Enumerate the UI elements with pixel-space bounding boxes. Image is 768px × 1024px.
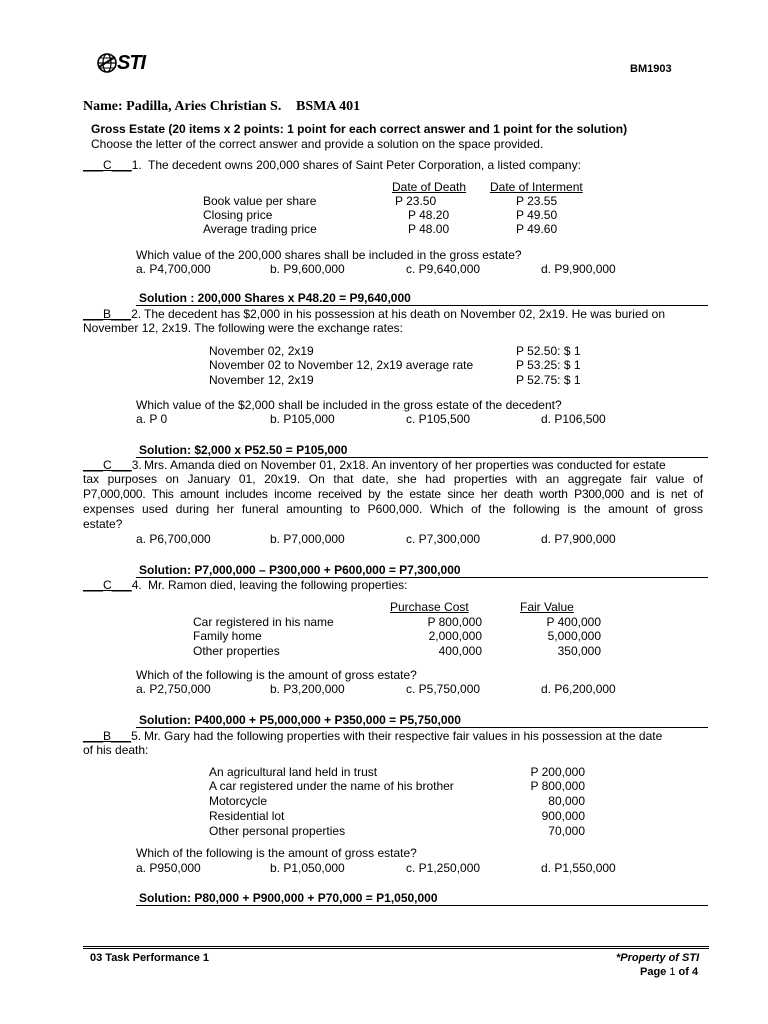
row-label: A car registered under the name of his brother [209,779,454,793]
footer-rule [83,946,709,947]
row-label: Motorcycle [209,794,268,808]
question-text-line: The decedent has $2,000 in his possession at his death on November 02, 2x19. He was buried on [144,307,665,321]
row-label: An agricultural land held in trust [209,765,378,779]
answer-blank[interactable]: ___C___1. [83,158,142,172]
row-label: Average trading price [203,222,317,236]
solution-line [136,305,708,306]
question-text-line: expenses used during her funeral amounting to P600,000. Which of the following is the amount of gross [83,502,703,516]
row-value: 350,000 [557,644,601,658]
question-text-line: November 12, 2x19. The following were the exchange rates: [83,321,403,335]
row-value: P 23.55 [516,194,558,208]
choice-c: c. P7,300,000 [406,532,481,546]
section-instruction: Choose the letter of the correct answer and provide a solution on the space provided. [91,137,544,151]
choice-b: b. P3,200,000 [270,682,345,696]
choice-d: d. P6,200,000 [541,682,616,696]
solution-text[interactable]: Solution: P80,000 + P900,000 + P70,000 = P1,050,000 [139,891,438,905]
question-prompt: Which of the following is the amount of gross estate? [136,668,417,682]
row-label: Book value per share [203,194,317,208]
footer-page: Page 1 of 4 [640,966,699,978]
solution-line [136,905,708,906]
row-label: Car registered in his name [193,615,334,629]
row-value: P 48.20 [408,208,450,222]
row-value: 80,000 [548,794,585,808]
row-label: November 02, 2x19 [209,344,314,358]
row-value: P 52.50: $ 1 [516,344,581,358]
choice-d: d. P106,500 [541,412,606,426]
solution-text[interactable]: Solution: P400,000 + P5,000,000 + P350,000 = P5,750,000 [139,713,461,727]
row-value: P 800,000 [427,615,482,629]
column-header: Date of Interment [490,180,583,194]
student-section: BSMA 401 [296,99,361,114]
question-text: Mr. Ramon died, leaving the following properties: [148,578,408,592]
student-name: Name: Padilla, Aries Christian S. [83,99,282,114]
choice-d: d. P1,550,000 [541,861,616,875]
row-label: November 02 to November 12, 2x19 average rate [209,358,474,372]
footer-left: 03 Task Performance 1 [90,952,210,964]
choice-a: a. P950,000 [136,861,201,875]
choice-c: c. P105,500 [406,412,471,426]
question-text-line: Mr. Gary had the following properties with their respective fair values in his possession at the date [144,729,663,743]
row-value: 70,000 [548,824,585,838]
row-label: Other personal properties [209,824,346,838]
question-text: The decedent owns 200,000 shares of Saint Peter Corporation, a listed company: [148,158,581,172]
answer-blank[interactable]: ___B___5. [83,729,142,743]
column-header: Purchase Cost [390,600,469,614]
solution-text[interactable]: Solution: $2,000 x P52.50 = P105,000 [139,443,348,457]
question-text-line: estate? [83,517,123,531]
row-value: 400,000 [438,644,482,658]
choice-d: d. P7,900,000 [541,532,616,546]
choice-c: c. P9,640,000 [406,262,481,276]
solution-text[interactable]: Solution: P7,000,000 – P300,000 + P600,000 = P7,300,000 [139,563,461,577]
question-prompt: Which value of the 200,000 shares shall be included in the gross estate? [136,248,522,262]
question-text-line: tax purposes on January 01, 20x19. On that date, she had properties with an aggregate fair value of [83,472,703,486]
choice-b: b. P1,050,000 [270,861,345,875]
choice-a: a. P6,700,000 [136,532,211,546]
row-label: November 12, 2x19 [209,373,314,387]
choice-b: b. P9,600,000 [270,262,345,276]
choice-a: a. P4,700,000 [136,262,211,276]
footer-property: *Property of STI [616,952,700,964]
choice-b: b. P105,000 [270,412,335,426]
question-prompt: Which value of the $2,000 shall be included in the gross estate of the decedent? [136,398,562,412]
choice-a: a. P2,750,000 [136,682,211,696]
question-text-line: of his death: [83,743,149,757]
choice-c: c. P1,250,000 [406,861,481,875]
row-label: Closing price [203,208,273,222]
solution-text[interactable]: Solution : 200,000 Shares x P48.20 = P9,640,000 [139,291,411,305]
column-header: Date of Death [392,180,467,194]
row-value: P 23.50 [395,194,437,208]
footer-rule-2 [83,948,709,949]
answer-blank[interactable]: ___C___4. [83,578,142,592]
row-value: P 200,000 [530,765,585,779]
answer-blank[interactable]: ___B___2. [83,307,142,321]
logo-text: STI [117,52,146,74]
row-value: P 800,000 [530,779,585,793]
row-label: Other properties [193,644,280,658]
question-prompt: Which of the following is the amount of gross estate? [136,846,417,860]
choice-b: b. P7,000,000 [270,532,345,546]
row-label: Family home [193,629,262,643]
row-value: P 52.75: $ 1 [516,373,581,387]
solution-line [136,727,708,728]
row-value: P 49.60 [516,222,558,236]
row-value: 2,000,000 [428,629,482,643]
row-value: P 49.50 [516,208,558,222]
doc-code: BM1903 [630,63,672,75]
choice-d: d. P9,900,000 [541,262,616,276]
row-value: P 48.00 [408,222,450,236]
row-value: 5,000,000 [547,629,601,643]
section-title: Gross Estate (20 items x 2 points: 1 point for each correct answer and 1 point for the solution) [91,122,628,136]
row-value: P 400,000 [546,615,601,629]
row-value: P 53.25: $ 1 [516,358,581,372]
choice-a: a. P 0 [136,412,168,426]
question-text-line: Mrs. Amanda died on November 01, 2x18. An inventory of her properties was conducted for estate [144,458,666,472]
row-value: 900,000 [541,809,585,823]
globe-icon [97,53,117,73]
question-text-line: P7,000,000. This amount includes income received by the estate since her death worth P300,000 and is net of [83,487,703,501]
choice-c: c. P5,750,000 [406,682,481,696]
answer-blank[interactable]: ___C___3. [83,458,142,472]
column-header: Fair Value [520,600,574,614]
row-label: Residential lot [209,809,285,823]
